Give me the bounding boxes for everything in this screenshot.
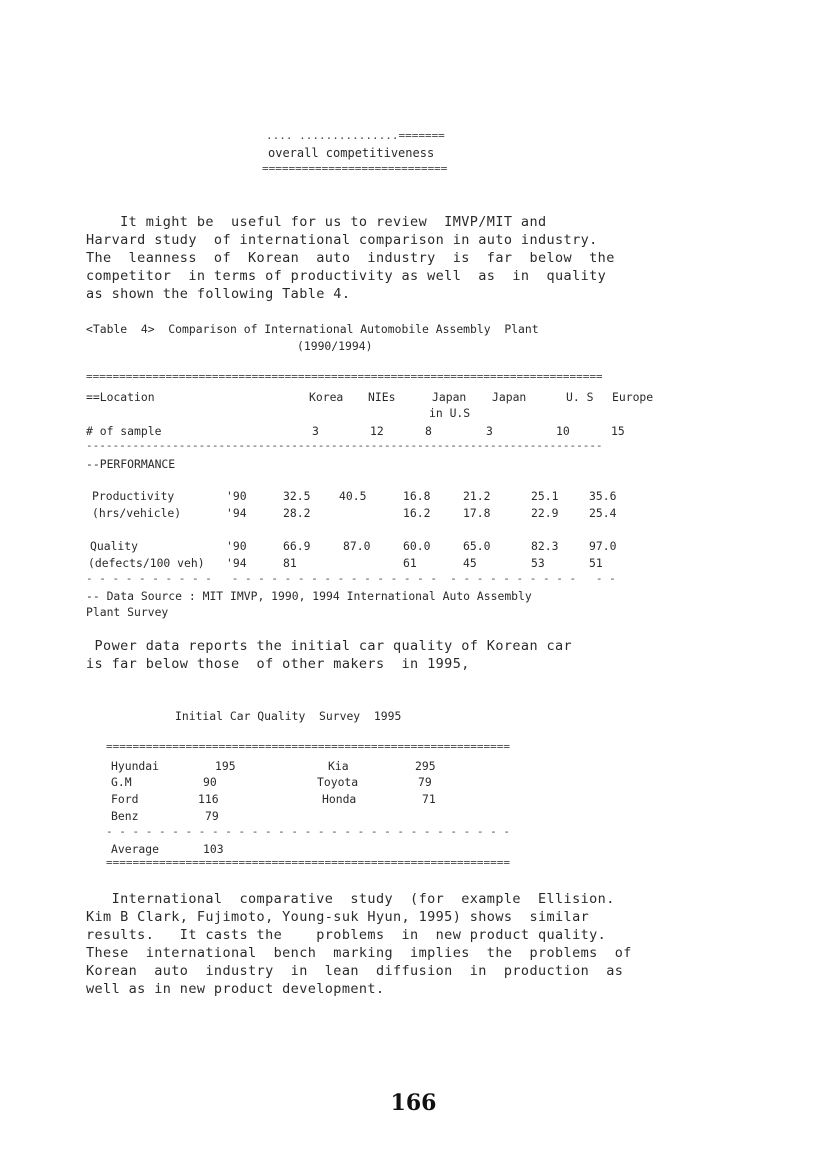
sample-value: 12: [370, 424, 384, 438]
column-header: NIEs: [368, 390, 396, 404]
sample-value: 3: [312, 424, 319, 438]
paragraph-line: Harvard study of international comparison in auto industry.: [86, 232, 598, 248]
table-rule-single: ------------------------------------------------------------------------------: [86, 440, 603, 452]
survey-rule-bottom: =============================================================: [106, 857, 510, 869]
table-cell: 61: [403, 556, 417, 570]
table-caption: <Table 4> Comparison of International Automobile Assembly Plant: [86, 322, 539, 336]
column-subheader: in U.S: [429, 406, 471, 420]
row-year: '90: [226, 539, 247, 553]
column-header: Japan: [492, 390, 527, 404]
table-rule-bottom: - - - - - - - - - - - - - - - - - - - - - - - - - - - - - - - - - - - - - -: [86, 573, 616, 585]
page-number: 166: [390, 1090, 437, 1116]
survey-title: Initial Car Quality Survey 1995: [175, 709, 402, 723]
row-year: '94: [226, 556, 247, 570]
survey-make: Benz: [111, 809, 139, 823]
table-cell: 32.5: [283, 489, 311, 503]
survey-value: 195: [215, 759, 236, 773]
table-cell: 25.1: [531, 489, 559, 503]
paragraph-line: Korean auto industry in lean diffusion in production as: [86, 963, 624, 979]
row-label: (hrs/vehicle): [92, 506, 182, 520]
survey-value: 90: [203, 775, 217, 789]
survey-average-label: Average: [111, 842, 160, 856]
survey-make: Kia: [328, 759, 349, 773]
row-year: '94: [226, 506, 247, 520]
sample-value: 15: [611, 424, 625, 438]
table-caption-years: (1990/1994): [297, 339, 373, 353]
survey-make: Ford: [111, 792, 139, 806]
paragraph-line: Kim B Clark, Fujimoto, Young-suk Hyun, 1995) shows similar: [86, 909, 590, 925]
paragraph-line: well as in new product development.: [86, 981, 385, 997]
paragraph-line: Power data reports the initial car quality of Korean car: [86, 638, 573, 654]
survey-make: Hyundai: [111, 759, 160, 773]
table-cell: 16.8: [403, 489, 431, 503]
table-cell: 21.2: [463, 489, 491, 503]
table-cell: 17.8: [463, 506, 491, 520]
header-rule-bottom: ============================: [262, 163, 448, 175]
row-label: Quality: [90, 539, 139, 553]
table-cell: 60.0: [403, 539, 431, 553]
column-header: U. S: [566, 390, 594, 404]
paragraph-line: results. It casts the problems in new product quality.: [86, 927, 607, 943]
sample-value: 8: [425, 424, 432, 438]
table-cell: 81: [283, 556, 297, 570]
paragraph-line: It might be useful for us to review IMVP/MIT and: [86, 214, 547, 230]
column-header: Europe: [612, 390, 654, 404]
table-source: Plant Survey: [86, 605, 169, 619]
sample-label: # of sample: [86, 424, 162, 438]
table-cell: 22.9: [531, 506, 559, 520]
table-cell: 66.9: [283, 539, 311, 553]
survey-value: 295: [415, 759, 436, 773]
table-cell: 53: [531, 556, 545, 570]
row-label: Productivity: [92, 489, 175, 503]
table-cell: 51: [589, 556, 603, 570]
survey-value: 79: [205, 809, 219, 823]
survey-make: Honda: [322, 792, 357, 806]
paragraph-line: as shown the following Table 4.: [86, 286, 351, 302]
paragraph-line: These international bench marking implies the problems of: [86, 945, 632, 961]
section-title: overall competitiveness: [268, 146, 435, 160]
row-year: '90: [226, 489, 247, 503]
table-cell: 28.2: [283, 506, 311, 520]
table-cell: 45: [463, 556, 477, 570]
survey-value: 71: [422, 792, 436, 806]
table-source: -- Data Source : MIT IMVP, 1990, 1994 International Auto Assembly: [86, 589, 532, 603]
column-header: Japan: [432, 390, 467, 404]
paragraph-line: is far below those of other makers in 1995,: [86, 656, 470, 672]
survey-make: G.M: [111, 775, 132, 789]
performance-label: --PERFORMANCE: [86, 457, 176, 471]
survey-value: 116: [198, 792, 219, 806]
table-cell: 35.6: [589, 489, 617, 503]
table-cell: 16.2: [403, 506, 431, 520]
table-cell: 97.0: [589, 539, 617, 553]
table-cell: 87.0: [343, 539, 371, 553]
table-cell: 40.5: [339, 489, 367, 503]
row-label: (defects/100 veh): [88, 556, 205, 570]
sample-value: 3: [486, 424, 493, 438]
paragraph-line: The leanness of Korean auto industry is far below the: [86, 250, 615, 266]
survey-rule-mid: - - - - - - - - - - - - - - - - - - - - - - - - - - - - - - -: [106, 826, 510, 838]
header-rule-top: .... ...............=======: [266, 130, 445, 142]
table-cell: 65.0: [463, 539, 491, 553]
survey-average-value: 103: [203, 842, 224, 856]
table-cell: 82.3: [531, 539, 559, 553]
table-cell: 25.4: [589, 506, 617, 520]
table-header-label: ==Location: [86, 390, 155, 404]
column-header: Korea: [309, 390, 344, 404]
survey-rule-double: =============================================================: [106, 741, 510, 753]
survey-make: Toyota: [317, 775, 359, 789]
sample-value: 10: [556, 424, 570, 438]
paragraph-line: International comparative study (for example Ellision.: [86, 891, 615, 907]
paragraph-line: competitor in terms of productivity as well as in quality: [86, 268, 607, 284]
table-rule-double: ==============================================================================: [86, 371, 603, 383]
survey-value: 79: [418, 775, 432, 789]
